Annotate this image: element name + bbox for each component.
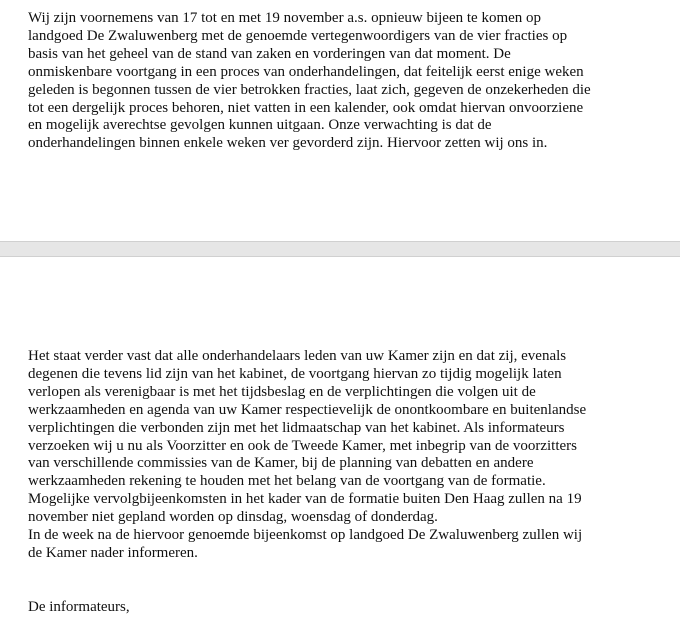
text-line: Mogelijke vervolgbijeenkomsten in het kader van de formatie buiten Den Haag zullen na 19 — [28, 491, 582, 508]
text-line: onderhandelingen binnen enkele weken ver gevorderd zijn. Hiervoor zetten wij ons in. — [28, 135, 548, 152]
text-line: basis van het geheel van de stand van zaken en vorderingen van dat moment. De — [28, 45, 511, 62]
blank-line — [28, 563, 628, 581]
page-break-separator — [0, 241, 680, 257]
text-line: degenen die tevens lid zijn van het kabinet, de voortgang hiervan zo tijdig mogelijk laten — [28, 365, 562, 382]
blank-line — [28, 581, 628, 599]
text-line: van verschillende commissies van de Kamer, bij de planning van debatten en andere — [28, 455, 534, 472]
text-line: landgoed De Zwaluwenberg met de genoemde vertegenwoordigers van de vier fracties op — [28, 27, 568, 44]
text-line: werkzaamheden rekening te houden met het belang van de voortgang van de formatie. — [28, 473, 546, 490]
text-line: In de week na de hiervoor genoemde bijeenkomst op landgoed De Zwaluwenberg zullen wij — [28, 527, 583, 544]
text-line: onmiskenbare voortgang in een proces van onderhandelingen, dat feitelijk eerst enige weken — [28, 63, 584, 80]
text-line: verlopen als verenigbaar is met het tijdsbeslag en de verplichtingen die volgen uit de — [28, 383, 536, 400]
text-line: verzoeken wij u nu als Voorzitter en ook de Tweede Kamer, met inbegrip van de voorzitters — [28, 437, 578, 454]
text-line: Het staat verder vast dat alle onderhandelaars leden van uw Kamer zijn en dat zij, evenals — [28, 348, 567, 364]
text-line: Wij zijn voornemens van 17 tot en met 19 november a.s. opnieuw bijeen te komen op — [28, 10, 542, 26]
text-line: verplichtingen die verbonden zijn met het lidmaatschap van het kabinet. Als informateurs — [28, 419, 565, 436]
text-line: werkzaamheden en agenda van uw Kamer respectievelijk de onontkoombare en buitenlandse — [28, 401, 587, 418]
text-line: en mogelijk averechtse gevolgen kunnen uitgaan. Onze verwachting is dat de — [28, 117, 492, 134]
closing-signature: De informateurs, — [28, 598, 130, 615]
paragraph-onderhandelaars — [28, 348, 628, 617]
text-line: geleden is begonnen tussen de vier betrokken fracties, laat zich, gegeven de onzekerheden die — [28, 81, 591, 98]
text-line: tot een dergelijk proces behoren, niet vatten in een kalender, ook omdat hiervan onvoorziene — [28, 99, 584, 116]
text-line: de Kamer nader informeren. — [28, 544, 198, 561]
text-line: november niet gepland worden op dinsdag, woensdag of donderdag. — [28, 509, 438, 526]
paragraph-voornemens — [28, 10, 628, 153]
document-page-1 — [0, 0, 680, 241]
